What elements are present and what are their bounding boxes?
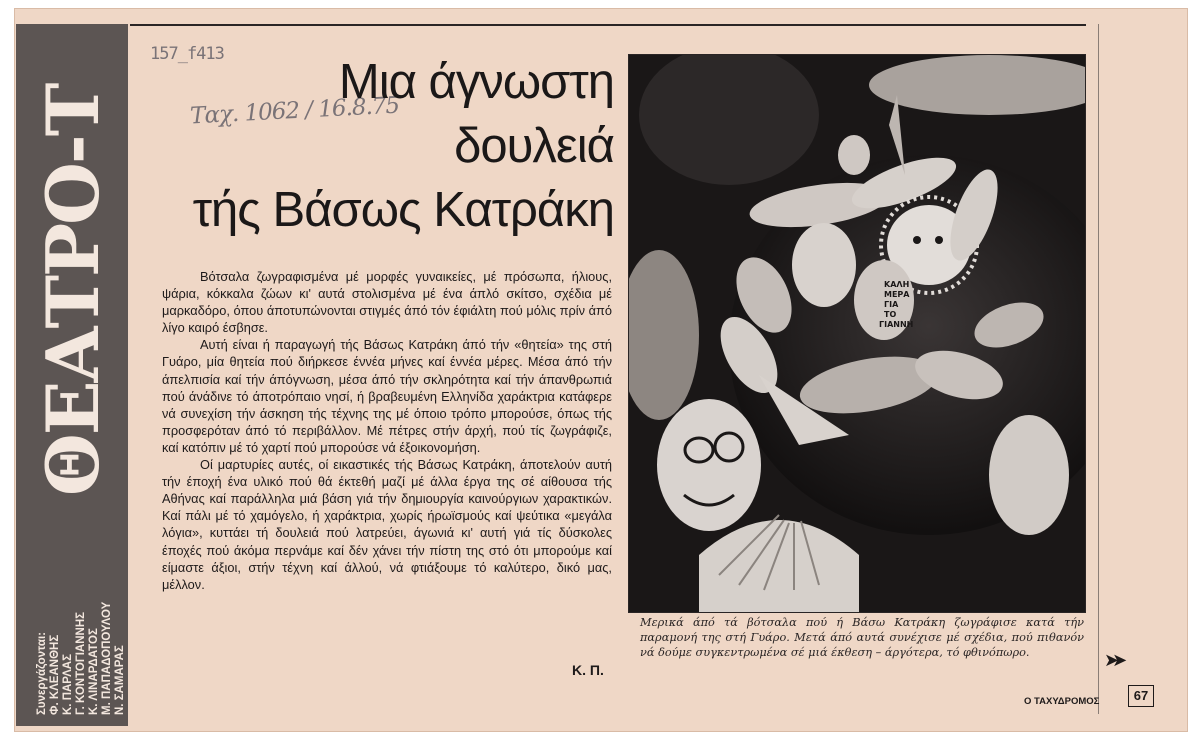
photo-painted-pebbles <box>628 54 1086 613</box>
section-title: ΘΕΑΤΡΟ-Τ <box>30 84 115 496</box>
headline <box>193 50 614 242</box>
article-paragraph: Οί μαρτυρίες αυτές, οί εικαστικές τής Βάσως Κατράκη, άποτελούν αυτή τήν έποχή ένα υλικό πού θά έκτεθή μαζί μέ άλλα έργα της σέ αίθουσα τής Αθήνας καί παράλληλα μιά βάση γιά τήν δημιουργία καινούργιων χαρακτικών. Καί πάλι μέ τό χαμόγελο, ή χαράκτρια, χωρίς ήρωϊσμούς καί ψεύτικα «μεγάλα λόγια», κυττάει τή δουλειά πού λατρεύει, άγωνιά κι' αυτή γιά τίς δύσκολες έποχές πού άκόμα περνάμε καί δέν χάνει τήν πίστη της στό ότι μπορούμε καί είμαστε άξιοι, στήν τέχνη καί άλλού, νά φτιάξουμε τό καλύτερο, δικό μας, μέλλον. <box>162 457 612 592</box>
stone-text: ΤΟ <box>884 310 897 319</box>
publication-name: Ο ΤΑΧΥΔΡΟΜΟΣ <box>1024 696 1100 707</box>
handwritten-note: Ταχ. 1062 / 16.8.75 <box>189 92 400 130</box>
stone-text: ΜΕΡΑ <box>884 290 910 299</box>
stone-text: ΚΑΛΗ <box>884 280 910 289</box>
article-paragraph: Αυτή είναι ή παραγωγή τής Βάσως Κατράκη άπό τήν «θητεία» της στή Γυάρο, μία θητεία πού διήρκεσε έννέα μήνες καί έννέα μέρες. Μέσα άπό τήν άπελπισία καί τήν άπόγνωση, μέσα άπό τήν σκληρότητα καί τήν άπανθρωπιά πού άνάδινε τό άποτρόπαιο νησί, ή βραβευμένη Ελληνίδα χαράκτρια κατάφερε νά συνεχίση τήν άσκηση τής τέχνης της μέ όποιο τρόπο μπορούσε, όπως τής προσφερόταν άπό τό περιβάλλον. Μέ πέτρες στήν άρχή, πού τίς ζωγράφιζε, καί κατόπιν μέ τό χαρτί πού μπορούσε νά έξοικονομήση. <box>162 337 612 455</box>
headline-line-2: δουλειά <box>454 119 614 173</box>
credits-heading: Συνεργάζονται: <box>36 631 48 715</box>
credit-name: Φ. ΚΛΕΑΝΘΗΣ <box>49 634 61 715</box>
page-number: 67 <box>1128 685 1154 707</box>
author-signature: Κ. Π. <box>572 662 604 678</box>
credit-name: Ν. ΣΑΜΑΡΑΣ <box>114 645 126 715</box>
column-rule <box>1098 24 1099 714</box>
continue-arrow-icon: ➤➤ <box>1104 650 1121 671</box>
stone-text: ΓΙΑΝΝΗ <box>879 320 914 329</box>
headline-line-1: Μια άγνωστη <box>338 55 614 109</box>
handwritten-archive-ref: 157_f413 <box>150 44 224 64</box>
article-body <box>162 268 612 593</box>
credit-name: Γ. ΚΟΝΤΟΓΙΑΝΝΗΣ <box>75 611 87 715</box>
article-paragraph: Βότσαλα ζωγραφισμένα μέ μορφές γυναικείες, μέ πρόσωπα, ήλιους, ψάρια, κόκκαλα ζώων κι' αυτά στολισμένα μέ ένα άπλό σκίτσο, σχέδια μέ μαρκαδόρο, όπου άποτυπώνονται στιγμές άπό τόν έφιάλτη πού μόλις πρίν άπό λίγο καιρό έσβησε. <box>162 269 612 336</box>
photo-caption: Μερικά άπό τά βότσαλα πού ή Βάσω Κατράκη ζωγράφισε κατά τήν παραμονή της στή Γυάρο. Μετά άπό αυτά συνέχισε μέ σχέδια, πού πιθανόν νά δούμε συγκεντρωμένα σέ μιά έκθεση – άργότερα, τό φθινόπωρο. <box>640 616 1084 659</box>
stone-text: ΓΙΑ <box>884 300 899 309</box>
top-rule <box>130 24 1086 26</box>
credit-name: Μ. ΠΑΠΑΔΟΠΟΥΛΟΥ <box>101 601 113 715</box>
headline-line-3: τής Βάσως Κατράκη <box>192 183 614 237</box>
credits <box>36 505 126 715</box>
credit-name: Κ. ΠΑΡΛΑΣ <box>62 654 74 715</box>
credit-name: Κ. ΛΙΝΑΡΔΑΤΟΣ <box>88 628 100 715</box>
